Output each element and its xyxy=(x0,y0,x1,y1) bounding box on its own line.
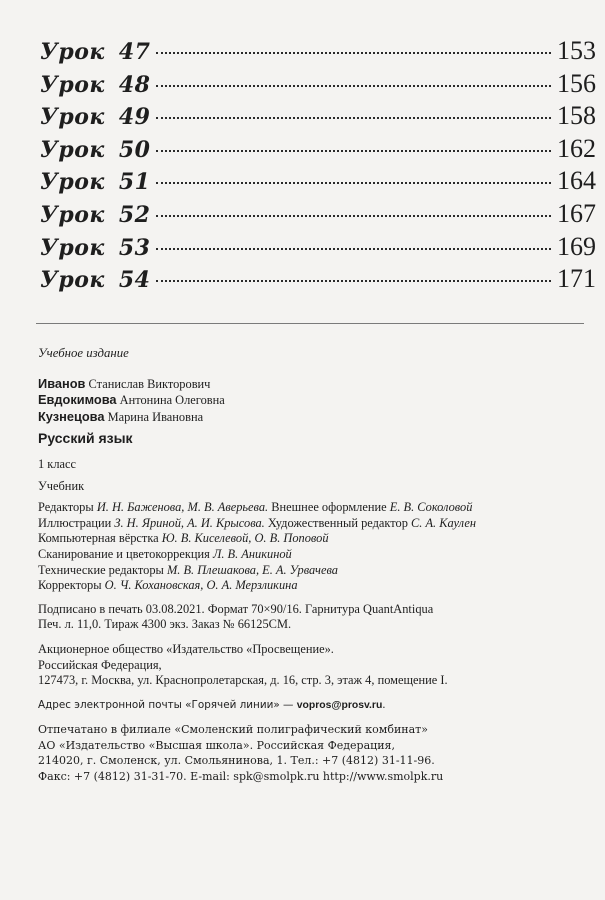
toc-page-number: 153 xyxy=(557,36,596,65)
toc-lesson-label: Урок 53 xyxy=(40,234,151,261)
book-type: Учебник xyxy=(38,478,85,493)
toc-entry xyxy=(40,199,596,232)
toc-leader-dots xyxy=(156,248,551,250)
toc-lesson-label: Урок 50 xyxy=(40,136,151,163)
toc-page-number: 164 xyxy=(557,166,596,196)
toc-entry xyxy=(40,36,596,69)
toc-leader-dots xyxy=(156,150,551,152)
credit-proofreaders: Корректоры О. Ч. Кохановская, О. А. Мерзликина xyxy=(38,578,298,593)
toc-entry xyxy=(40,101,596,134)
toc-leader-dots xyxy=(156,52,551,54)
toc-page-number: 171 xyxy=(557,264,596,294)
toc-entry xyxy=(40,232,596,265)
hotline-email: vopros@prosv.ru xyxy=(296,699,383,711)
toc-lesson-label: Урок 49 xyxy=(40,104,151,131)
toc-entry xyxy=(40,134,596,167)
toc-page-number: 169 xyxy=(557,231,596,261)
toc-page-number: 162 xyxy=(557,133,596,163)
imprint-block xyxy=(38,346,593,785)
printer-line: АО «Издательство «Высшая школа». Российская Федерация, xyxy=(38,738,395,752)
toc-lesson-label: Урок 48 xyxy=(40,71,151,98)
section-divider xyxy=(36,323,584,324)
toc-leader-dots xyxy=(156,215,551,217)
toc-entry xyxy=(40,264,596,297)
toc-lesson-label: Урок 54 xyxy=(40,267,151,294)
printer-line: Факс: +7 (4812) 31-31-70. E-mail: spk@smolpk.ru http://www.smolpk.ru xyxy=(38,770,444,784)
toc-entry xyxy=(40,69,596,102)
print-info-line: Подписано в печать 03.08.2021. Формат 70×90/16. Гарнитура QuantAntiqua xyxy=(38,601,434,616)
book-title: Русский язык xyxy=(38,430,133,447)
publisher-line: Российская Федерация, xyxy=(38,657,162,672)
publisher-line: Акционерное общество «Издательство «Просвещение». xyxy=(38,641,334,656)
author-line: Иванов Станислав Викторович xyxy=(38,375,211,391)
print-info-line: Печ. л. 11,0. Тираж 4300 экз. Заказ № 66125СМ. xyxy=(38,617,292,632)
author-line: Евдокимова Антонина Олеговна xyxy=(38,392,225,408)
credit-layout: Компьютерная вёрстка Ю. В. Киселевой, О. В. Поповой xyxy=(38,531,329,546)
printer-line: Отпечатано в филиале «Смоленский полиграфический комбинат» xyxy=(38,723,428,737)
toc-leader-dots xyxy=(156,117,551,119)
table-of-contents xyxy=(40,36,596,297)
grade-line: 1 класс xyxy=(38,456,76,471)
credit-tech-editors: Технические редакторы М. В. Плешакова, Е. А. Урвачева xyxy=(38,562,338,577)
toc-lesson-label: Урок 51 xyxy=(40,169,151,196)
toc-leader-dots xyxy=(156,280,551,282)
toc-lesson-label: Урок 52 xyxy=(40,201,151,228)
toc-leader-dots xyxy=(156,85,551,87)
author-line: Кузнецова Марина Ивановна xyxy=(38,408,204,424)
toc-entry xyxy=(40,166,596,199)
toc-lesson-label: Урок 47 xyxy=(40,39,151,65)
printer-line: 214020, г. Смоленск, ул. Смольянинова, 1. Тел.: +7 (4812) 31-11-96. xyxy=(38,754,435,768)
edition-type: Учебное издание xyxy=(38,346,129,360)
toc-page-number: 158 xyxy=(557,101,596,131)
toc-page-number: 167 xyxy=(557,198,596,228)
credit-illustrations: Иллюстрации З. Н. Яриной, А. И. Крысова. Художественный редактор С. А. Каулен xyxy=(38,515,477,530)
credit-editors: Редакторы И. Н. Баженова, М. В. Аверьева. Внешнее оформление Е. В. Соколовой xyxy=(38,500,473,515)
credit-scanning: Сканирование и цветокоррекция Л. В. Аникиной xyxy=(38,546,292,561)
hotline-line: Адрес электронной почты «Горячей линии» — vopros@prosv.ru. xyxy=(38,698,386,711)
toc-page-number: 156 xyxy=(557,68,596,98)
publisher-line: 127473, г. Москва, ул. Краснопролетарская, д. 16, стр. 3, этаж 4, помещение I. xyxy=(38,673,448,688)
toc-leader-dots xyxy=(156,182,551,184)
